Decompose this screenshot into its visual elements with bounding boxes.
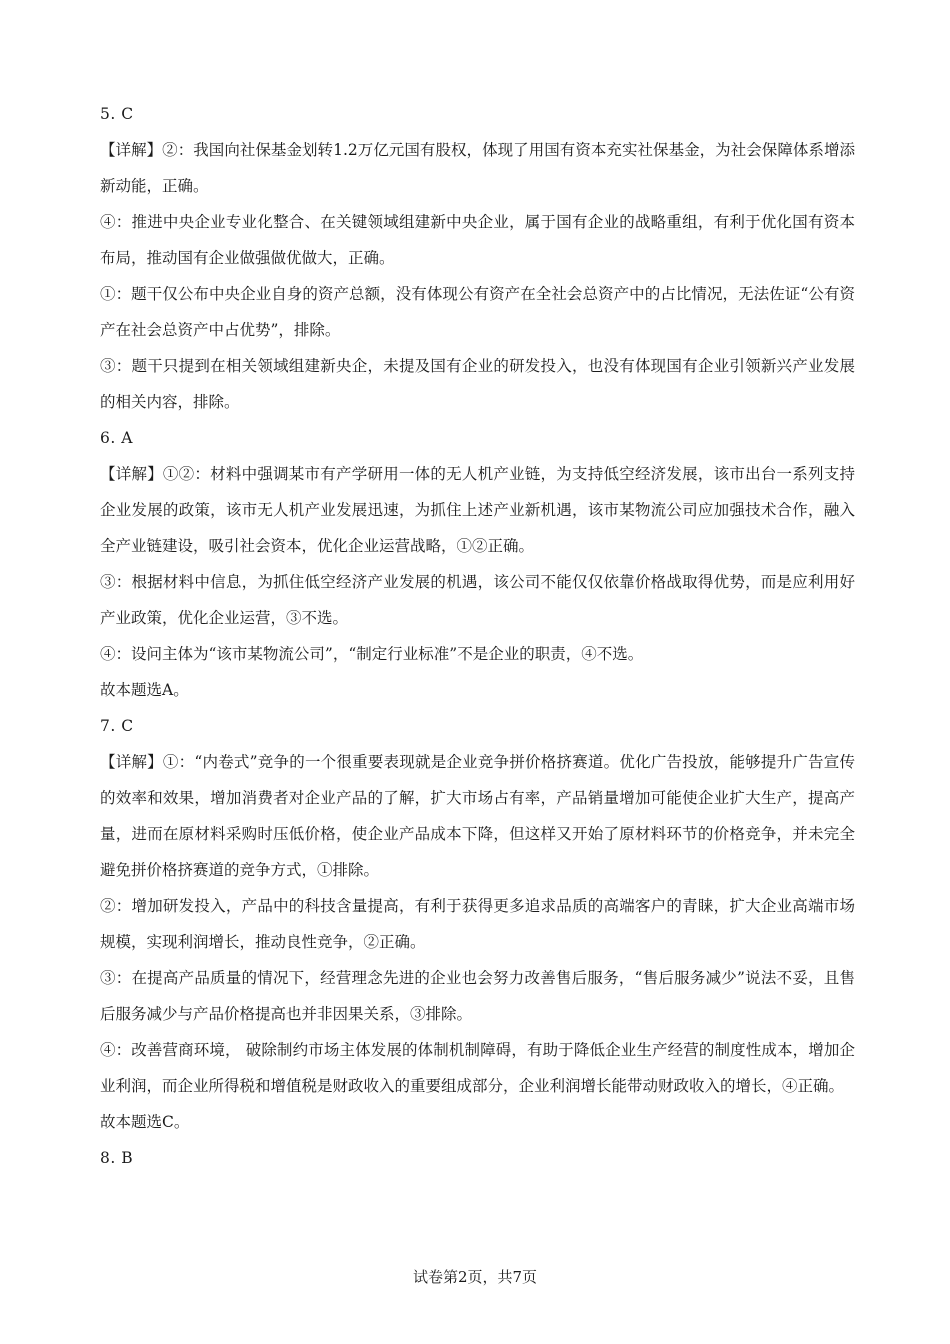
explanation-paragraph: 【详解】①②：材料中强调某市有产学研用一体的无人机产业链，为支持低空经济发展，该市出台一系列支持企业发展的政策，该市无人机产业发展迅速，为抓住上述产业新机遇，该市某物流公司应加强技术合作，融入全产业链建设，吸引社会资本，优化企业运营战略，①②正确。	[100, 465, 855, 555]
page-footer: 试卷第2页，共7页	[412, 1268, 538, 1286]
answer-document	[100, 96, 855, 1176]
explanation-paragraph: ②：增加研发投入，产品中的科技含量提高，有利于获得更多追求品质的高端客户的青睐，扩大企业高端市场规模，实现利润增长，推动良性竞争，②正确。	[100, 897, 855, 951]
conclusion-line: 故本题选A。	[100, 681, 189, 699]
explanation-paragraph: 【详解】①：“内卷式”竞争的一个很重要表现就是企业竞争拼价格挤赛道。优化广告投放，能够提升广告宣传的效率和效果，增加消费者对企业产品的了解，扩大市场占有率，产品销量增加可能使企业扩大生产，提高产量，进而在原材料采购时压低价格，使企业产品成本下降，但这样又开始了原材料环节的价格竞争，并未完全避免拼价格挤赛道的竞争方式，①排除。	[100, 753, 855, 879]
answer-label: 7. C	[100, 717, 134, 735]
question-5	[100, 96, 855, 420]
explanation-paragraph: ③：题干只提到在相关领域组建新央企，未提及国有企业的研发投入，也没有体现国有企业引领新兴产业发展的相关内容，排除。	[100, 357, 855, 411]
explanation-paragraph: ③：根据材料中信息，为抓住低空经济产业发展的机遇，该公司不能仅仅依靠价格战取得优势，而是应利用好产业政策，优化企业运营，③不选。	[100, 573, 855, 627]
explanation-paragraph: ①：题干仅公布中央企业自身的资产总额，没有体现公有资产在全社会总资产中的占比情况，无法佐证“公有资产在社会总资产中占优势”，排除。	[100, 285, 855, 339]
explanation-paragraph: ④：推进中央企业专业化整合、在关键领域组建新中央企业，属于国有企业的战略重组，有利于优化国有资本布局，推动国有企业做强做优做大，正确。	[100, 213, 855, 267]
explanation-paragraph: ④：改善营商环境， 破除制约市场主体发展的体制机制障碍，有助于降低企业生产经营的制度性成本，增加企业利润，而企业所得税和增值税是财政收入的重要组成部分，企业利润增长能带动财政收入的增长，④正确。	[100, 1041, 855, 1095]
answer-label: 5. C	[100, 105, 134, 123]
answer-label: 6. A	[100, 429, 133, 447]
explanation-paragraph: ③：在提高产品质量的情况下，经营理念先进的企业也会努力改善售后服务，“售后服务减少”说法不妥，且售后服务减少与产品价格提高也并非因果关系，③排除。	[100, 969, 855, 1023]
question-6	[100, 420, 855, 708]
question-8	[100, 1140, 855, 1176]
answer-label: 8. B	[100, 1149, 134, 1167]
explanation-paragraph: 【详解】②：我国向社保基金划转1.2万亿元国有股权，体现了用国有资本充实社保基金，为社会保障体系增添新动能，正确。	[100, 141, 855, 195]
explanation-paragraph: ④：设问主体为“该市某物流公司”，“制定行业标准”不是企业的职责，④不选。	[100, 645, 644, 663]
conclusion-line: 故本题选C。	[100, 1113, 190, 1131]
question-7	[100, 708, 855, 1140]
